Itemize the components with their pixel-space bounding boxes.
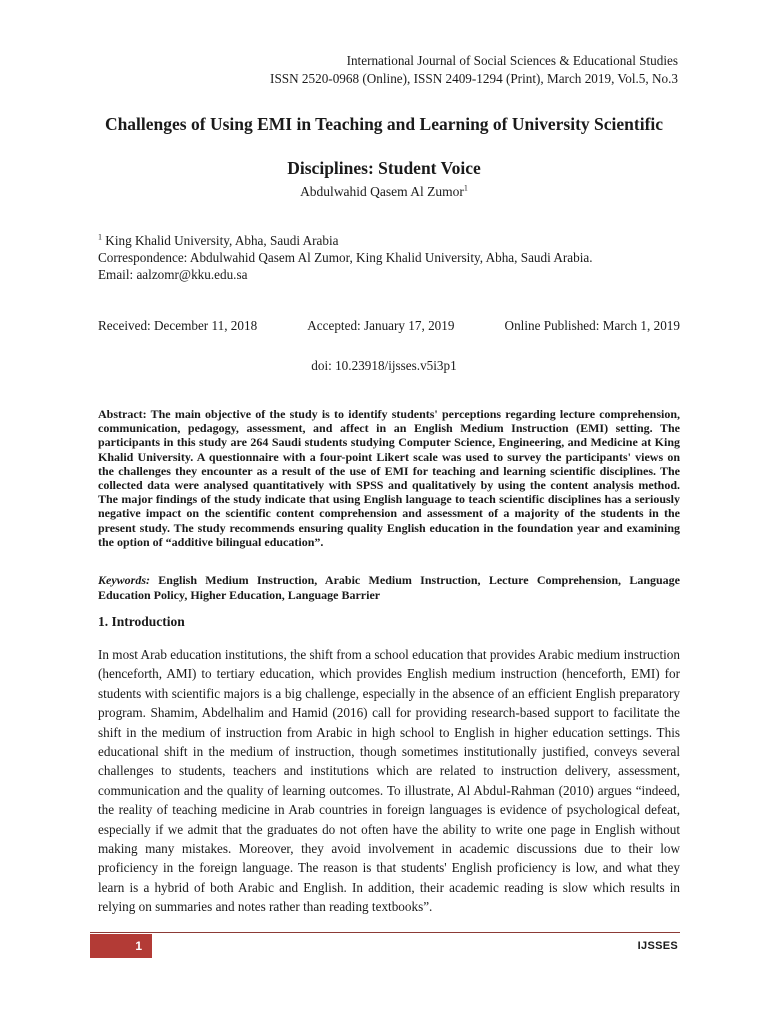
footer-brand: IJSSES <box>637 940 678 952</box>
paper-title <box>60 112 708 180</box>
doi: doi: 10.23918/ijsses.v5i3p1 <box>311 358 457 373</box>
title-line-2: Disciplines: Student Voice <box>287 158 481 178</box>
accepted-date: Accepted: January 17, 2019 <box>307 318 455 333</box>
author-superscript: 1 <box>463 183 468 193</box>
keywords <box>98 573 680 602</box>
affiliation-superscript: 1 <box>98 232 102 242</box>
title-line-1: Challenges of Using EMI in Teaching and Learning of University Scientific <box>104 114 664 134</box>
author-line <box>0 184 768 200</box>
journal-name: International Journal of Social Sciences & Educational Studies <box>346 53 678 68</box>
keywords-text: English Medium Instruction, Arabic Medium Instruction, Lecture Comprehension, Language Education Policy, Higher Education, Language Barrier <box>98 573 680 602</box>
published-date: Online Published: March 1, 2019 <box>504 318 680 333</box>
correspondence: Correspondence: Abdulwahid Qasem Al Zumor, King Khalid University, Abha, Saudi Arabia. <box>98 250 593 265</box>
page-number: 1 <box>90 934 152 958</box>
abstract: Abstract: The main objective of the study is to identify students' perceptions regarding lecture comprehension, communication, pedagogy, assessment, and affect in an English Medium Instruction (EMI) setting. The participants in this study are 264 Saudi students studying Computer Science, Engineering, and Medicine at King Khalid University. A questionnaire with a four-point Likert scale was used to survey the participants' views on the challenges they encounter as a result of the use of EMI for teaching and learning scientific disciplines. The collected data were analysed quantitatively with SPSS and qualitatively by using the content analysis method. The major findings of the study indicate that using English language to teach scientific disciplines has a seriously negative impact on the scientific content comprehension and assessment of a majority of the students in the present study. The study recommends ensuring quality English education in the foundation year and examining the option of “additive bilingual education”. <box>98 407 680 549</box>
issn-line: ISSN 2520-0968 (Online), ISSN 2409-1294 (Print), March 2019, Vol.5, No.3 <box>270 71 678 86</box>
section-heading-introduction: 1. Introduction <box>98 614 185 629</box>
affiliation-block <box>98 232 593 283</box>
keywords-label: Keywords: <box>98 573 150 587</box>
journal-header <box>270 52 678 88</box>
received-date: Received: December 11, 2018 <box>98 318 258 333</box>
author-name: Abdulwahid Qasem Al Zumor <box>300 184 464 199</box>
publication-dates <box>98 318 680 334</box>
footer-rule <box>90 932 680 933</box>
email: Email: aalzomr@kku.edu.sa <box>98 267 248 282</box>
affiliation-institution: $^1$ King Khalid University, Abha, Saudi Arabia <box>98 232 339 248</box>
introduction-paragraph: In most Arab education institutions, the shift from a school education that provides Arabic medium instruction (henceforth, AMI) to tertiary education, which provides English medium instruction (henceforth, EMI) for students with scientific majors is a big challenge, especially in the absence of an efficient English preparatory program. Shamim, Abdelhalim and Hamid (2016) call for providing research-based support to facilitate the shift in the medium of instruction from Arabic in high school to English in higher education settings. This educational shift in the medium of instruction, though sometimes institutionally justified, conveys several challenges to students, teachers and institutions which are related to instruction delivery, assessment, communication and the quality of learning outcomes. To illustrate, Al Abdul-Rahman (2010) argues “indeed, the reality of teaching medicine in Arab countries in foreign languages is evidence of psychological defeat, especially if we admit that the graduates do not often have the ability to write one page in English without making many mistakes. Moreover, they avoid involvement in academic discussions due to their low proficiency in the foreign language. The reason is that students' English proficiency is low, and what they learn is a hybrid of both Arabic and English. In addition, their academic reading is slow which results in relying on summaries and notes rather than reading textbooks”. <box>98 647 680 915</box>
